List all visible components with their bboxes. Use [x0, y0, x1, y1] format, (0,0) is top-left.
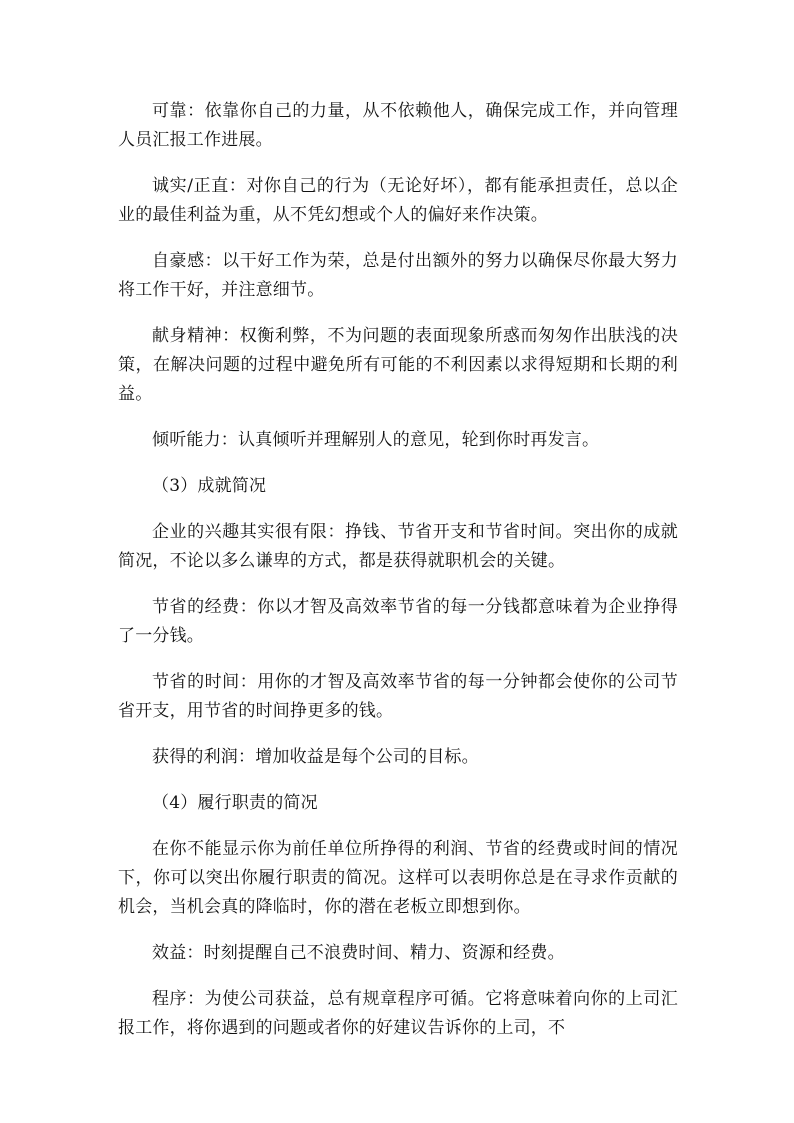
paragraph-procedure: 程序：为使公司获益，总有规章程序可循。它将意味着向你的上司汇报工作，将你遇到的问题或者你的好建议告诉你的上司，不: [118, 989, 678, 1038]
paragraph-reliability: 可靠：依靠你自己的力量，从不依赖他人，确保完成工作，并向管理人员汇报工作进展。: [118, 101, 678, 150]
paragraph-profit: 获得的利润：增加收益是每个公司的目标。: [152, 747, 479, 767]
body-text: [118, 97, 678, 1060]
section-heading-duties: （4）履行职责的简况: [152, 793, 318, 813]
paragraph-listening: 倾听能力：认真倾听并理解别人的意见，轮到你时再发言。: [152, 430, 600, 450]
paragraph-dedication: 献身精神：权衡利弊，不为问题的表面现象所惑而匆匆作出肤浅的决策，在解决问题的过程中避免所有可能的不利因素以求得短期和长期的利益。: [118, 326, 678, 404]
paragraph-saved-money: 节省的经费：你以才智及高效率节省的每一分钱都意味着为企业挣得了一分钱。: [118, 597, 678, 646]
paragraph-duties-intro: 在你不能显示你为前任单位所挣得的利润、节省的经费或时间的情况下，你可以突出你履行职责的简况。这样可以表明你总是在寻求作贡献的机会，当机会真的降临时，你的潜在老板立即想到你。: [118, 839, 678, 917]
paragraph-achievements-intro: 企业的兴趣其实很有限：挣钱、节省开支和节省时间。突出你的成就简况，不论以多么谦卑的方式，都是获得就职机会的关键。: [118, 522, 678, 571]
paragraph-efficiency: 效益：时刻提醒自己不浪费时间、精力、资源和经费。: [152, 943, 565, 963]
paragraph-saved-time: 节省的时间：用你的才智及高效率节省的每一分钟都会使你的公司节省开支，用节省的时间挣更多的钱。: [118, 672, 678, 721]
section-heading-achievements: （3）成就简况: [152, 476, 267, 496]
paragraph-honesty: 诚实/正直：对你自己的行为（无论好坏），都有能承担责任，总以企业的最佳利益为重，从不凭幻想或个人的偏好来作决策。: [118, 176, 678, 225]
paragraph-pride: 自豪感：以干好工作为荣，总是付出额外的努力以确保尽你最大努力将工作干好，并注意细节。: [118, 251, 678, 300]
